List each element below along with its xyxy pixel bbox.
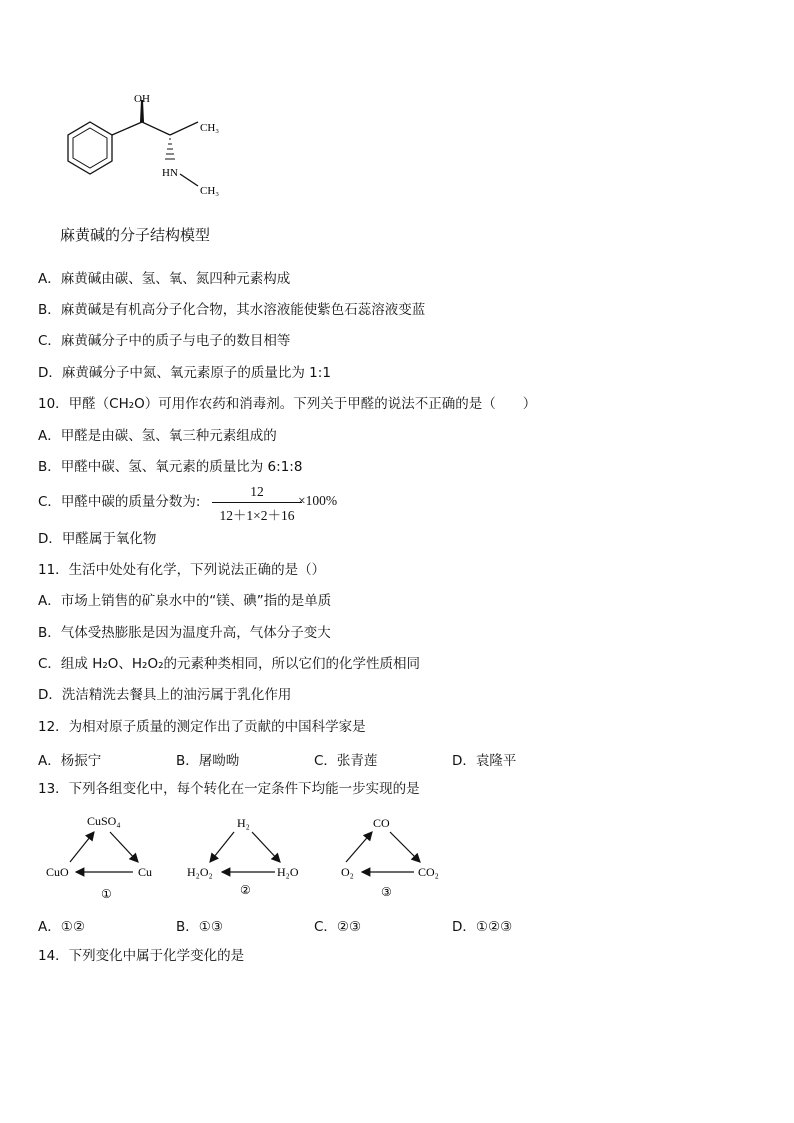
cycle3-left: O₂ xyxy=(341,865,354,879)
q13-option-d: D．①②③ xyxy=(452,919,513,935)
q9-option-d: D．麻黄碱分子中氮、氧元素原子的质量比为 1:1 xyxy=(38,365,331,381)
q11-option-a: A．市场上销售的矿泉水中的“镁、碘”指的是单质 xyxy=(38,593,332,609)
q11-option-d: D．洗洁精洗去餐具上的油污属于乳化作用 xyxy=(38,687,292,703)
benzene-ring xyxy=(68,122,112,174)
q9-option-b: B．麻黄碱是有机高分子化合物，其水溶液能使紫色石蕊溶液变蓝 xyxy=(38,302,426,318)
cycle1-label: ① xyxy=(101,887,112,901)
ephedrine-structure xyxy=(40,86,240,206)
q12-option-a: A．杨振宁 xyxy=(38,753,102,769)
q10-option-d: D．甲醛属于氧化物 xyxy=(38,531,157,547)
fraction-denominator: 12＋1×2＋16 xyxy=(219,508,295,523)
q12-option-b: B．屠呦呦 xyxy=(176,753,240,769)
q10-option-b: B．甲醛中碳、氢、氧元素的质量比为 6:1:8 xyxy=(38,459,303,475)
q11-option-c: C．组成 H₂O、H₂O₂的元素种类相同，所以它们的化学性质相同 xyxy=(38,656,421,672)
hashed-bond xyxy=(165,139,175,159)
cycle-2 xyxy=(187,816,299,897)
fraction-bar xyxy=(212,502,302,503)
q9-option-a: A．麻黄碱由碳、氢、氧、氮四种元素构成 xyxy=(38,271,291,287)
ch3-bottom-label: CH₃ xyxy=(200,185,220,197)
q10-option-c-prefix: C．甲醛中碳的质量分数为: xyxy=(38,494,201,510)
q13-stem: 13．下列各组变化中，每个转化在一定条件下均能一步实现的是 xyxy=(38,781,420,797)
q13-option-a: A．①② xyxy=(38,919,85,935)
molecule-caption: 麻黄碱的分子结构模型 xyxy=(60,226,211,244)
q12-option-d: D．袁隆平 xyxy=(452,753,517,769)
cycle-1 xyxy=(46,814,152,901)
cycle1-left: CuO xyxy=(46,865,69,879)
q11-option-b: B．气体受热膨胀是因为温度升高，气体分子变大 xyxy=(38,625,331,641)
q10-option-a: A．甲醛是由碳、氢、氧三种元素组成的 xyxy=(38,428,277,444)
cycle3-label: ③ xyxy=(381,885,392,899)
q9-option-c: C．麻黄碱分子中的质子与电子的数目相等 xyxy=(38,333,291,349)
q11-stem: 11．生活中处处有化学，下列说法正确的是（） xyxy=(38,562,326,578)
cycle-3 xyxy=(341,816,439,899)
fraction-numerator: 12 xyxy=(250,484,264,499)
oh-label: OH xyxy=(134,93,150,105)
cycle2-right: H₂O xyxy=(277,865,299,879)
q10-fraction xyxy=(212,484,302,524)
cycle1-top: CuSO₄ xyxy=(87,814,121,828)
q14-stem: 14．下列变化中属于化学变化的是 xyxy=(38,948,245,964)
cycle2-left: H₂O₂ xyxy=(187,865,213,879)
q10-percent: ×100% xyxy=(298,493,338,508)
cycle2-top: H₂ xyxy=(237,816,250,830)
cycle3-right: CO₂ xyxy=(418,865,439,879)
hn-label: HN xyxy=(162,167,178,179)
cycle2-label: ② xyxy=(240,883,251,897)
q13-option-c: C．②③ xyxy=(314,919,362,935)
conversion-cycles xyxy=(40,810,460,905)
q12-stem: 12．为相对原子质量的测定作出了贡献的中国科学家是 xyxy=(38,719,366,735)
q12-option-c: C．张青莲 xyxy=(314,753,378,769)
cycle1-right: Cu xyxy=(138,865,153,879)
cycle3-top: CO xyxy=(373,816,390,830)
q13-option-b: B．①③ xyxy=(176,919,223,935)
ch3-top-label: CH₃ xyxy=(200,122,220,134)
benzene-inner xyxy=(73,128,107,168)
q10-stem: 10．甲醛（CH₂O）可用作农药和消毒剂。下列关于甲醛的说法不正确的是（ ） xyxy=(38,396,537,412)
